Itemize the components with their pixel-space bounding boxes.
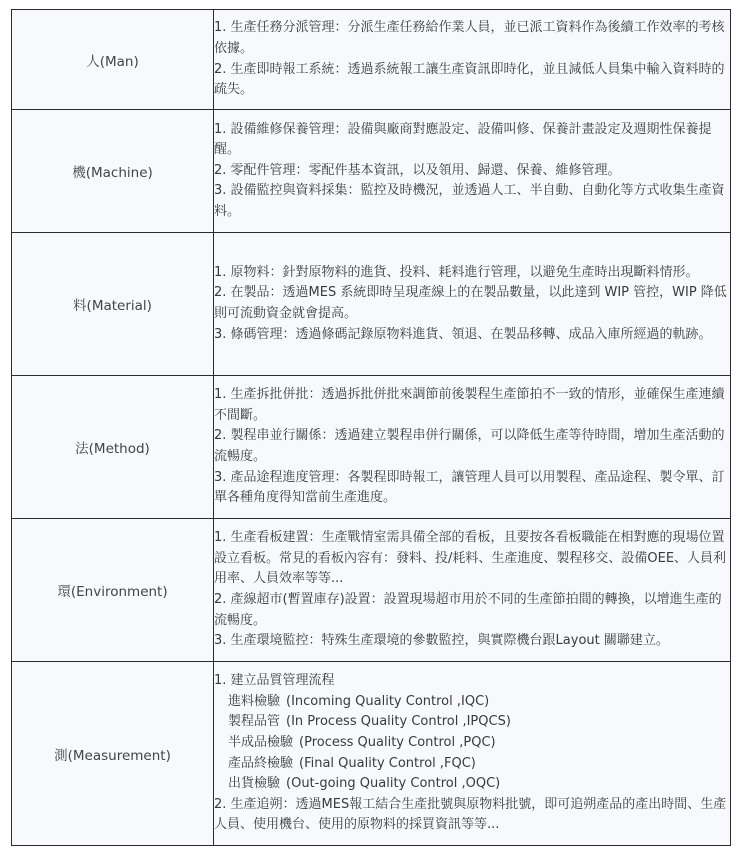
qc-step-iqc [214,692,730,713]
category-label-man: 人(Man) [12,10,214,110]
list-item: 2. 產線超市(暫置庫存)設置：設置現場超市用於不同的生產節拍間的轉換，以增進生產的流暢度。 [214,592,722,628]
category-content-method [214,376,731,519]
category-content-measurement [214,662,731,846]
list-item-heading: 1. 建立品質管理流程 [214,673,335,689]
qc-step-en: (Out-going Quality Control ,OQC) [286,776,501,792]
list-item: 3. 產品途程進度管理：各製程即時報工，讓管理人員可以用製程、產品途程、製令單、訂單各種角度得知當前生產進度。 [214,469,725,506]
category-label-material: 料(Material) [12,233,214,376]
table-row-method [12,376,731,519]
qc-step-ipqc [214,712,730,733]
qc-step-en: (Incoming Quality Control ,IQC) [286,693,490,709]
qc-step-zh: 出貨檢驗 [228,776,281,792]
qc-step-en: (Final Quality Control ,FQC) [299,755,476,771]
list-item: 3. 條碼管理：透過條碼記錄原物料進貨、領退、在製品移轉、成品入庫所經過的軌跡。 [214,326,712,342]
list-item: 2. 製程串並行關係：透過建立製程串併行關係，可以降低生產等待時間，增加生產活動的流暢度。 [214,428,725,464]
category-label-measurement: 測(Measurement) [12,662,214,846]
list-item: 2. 生產即時報工系統：透過系統報工讓生產資訊即時化，並且減低人員集中輸入資料時的疏失。 [214,61,725,98]
category-label-machine: 機(Machine) [12,110,214,233]
qc-step-zh: 製程品管 [228,714,281,730]
category-content-man [214,10,731,110]
list-item: 1. 生產任務分派管理：分派生產任務給作業人員，並已派工資料作為後續工作效率的考核依據。 [214,20,725,56]
list-item: 1. 原物料：針對原物料的進貨、投料、耗料進行管理，以避免生產時出現斷料情形。 [214,264,699,280]
table-row-material [12,233,731,376]
list-item: 3. 生產環境監控：特殊生產環境的參數監控，與實際機台跟Layout 關聯建立。 [214,633,669,649]
qc-step-zh: 產品終檢驗 [228,755,294,771]
qc-step-oqc [214,774,730,795]
list-item: 1. 生產拆批併批：透過拆批併批來調節前後製程生產節拍不一致的情形，並確保生產連續不間斷。 [214,387,725,423]
category-content-material [214,233,731,376]
category-content-environment [214,519,731,662]
qc-step-en: (Process Quality Control ,PQC) [299,734,496,750]
category-label-method: 法(Method) [12,376,214,519]
category-label-environment: 環(Environment) [12,519,214,662]
qc-step-pqc [214,733,730,754]
table-row-machine [12,110,731,233]
table-row-man [12,10,731,110]
mes-5m1e-table [11,9,731,846]
list-item: 3. 設備監控與資料採集：監控及時機況，並透過人工、半自動、自動化等方式收集生產資料。 [214,183,725,219]
qc-step-en: (In Process Quality Control ,IPQCS) [286,714,511,730]
qc-step-zh: 半成品檢驗 [228,734,294,750]
list-item: 1. 生產看板建置：生產戰情室需具備全部的看板，且要按各看板職能在相對應的現場位置設立看板。常見的看板內容有：發料、投/耗料、生產進度、製程移交、設備OEE、人員利用率、人員效率等等... [214,530,727,587]
list-item: 1. 設備維修保養管理：設備與廠商對應設定、設備叫修、保養計畫設定及週期性保養提醒。 [214,121,712,158]
list-item: 2. 生產追朔：透過MES報工結合生產批號與原物料批號，即可追朔產品的產出時間、生產人員、使用機台、使用的原物料的採買資訊等等... [214,796,727,833]
qc-step-zh: 進料檢驗 [228,693,281,709]
category-content-machine [214,110,731,233]
list-item: 2. 零配件管理：零配件基本資訊，以及領用、歸還、保養、維修管理。 [214,162,621,178]
qc-step-fqc [214,754,730,775]
table-row-environment [12,519,731,662]
table-row-measurement [12,662,731,846]
list-item: 2. 在製品：透過MES 系統即時呈現產線上的在製品數量，以此達到 WIP 管控，WIP 降低則可流動資金就會提高。 [214,285,727,321]
